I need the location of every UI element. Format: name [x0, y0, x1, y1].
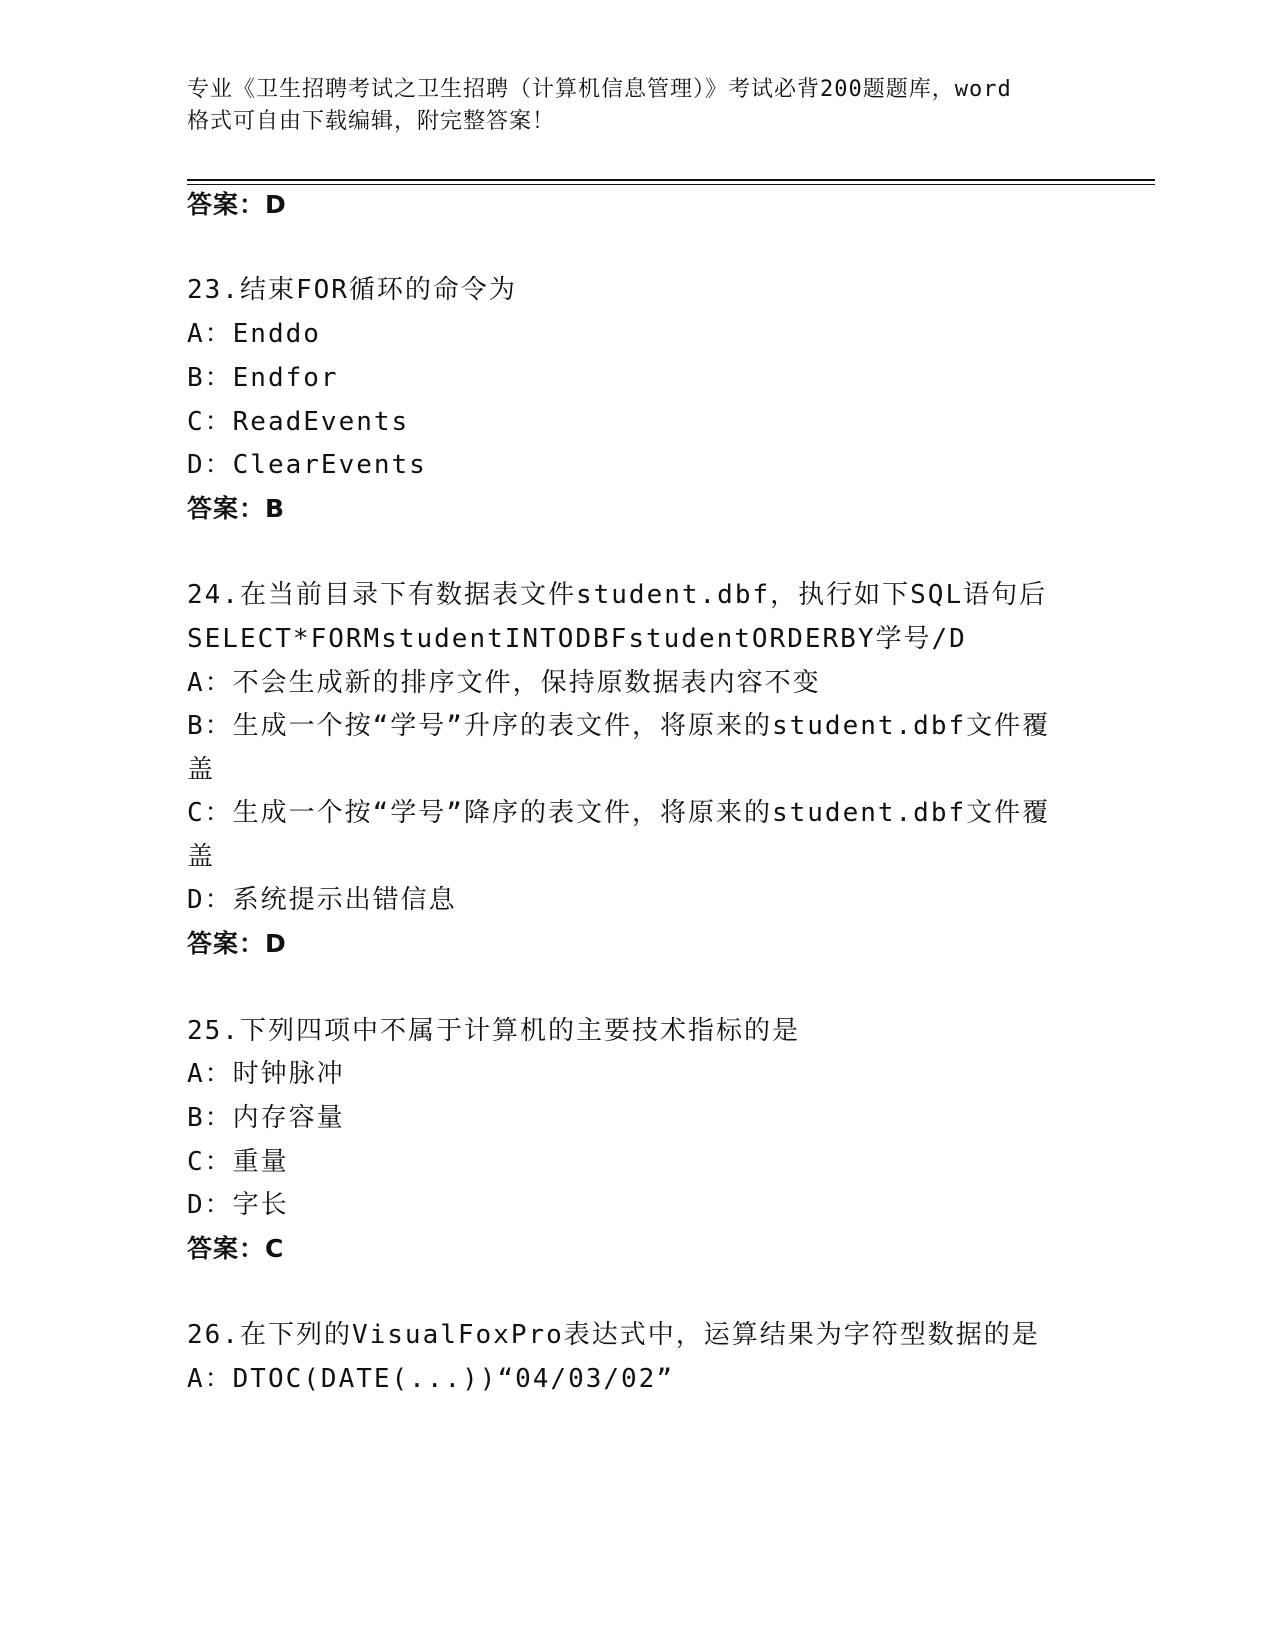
- header-line-2: 格式可自由下载编辑，附完整答案！: [187, 109, 556, 134]
- question-23-answer: 答案：B: [187, 494, 286, 523]
- question-24-stem: 24.在当前目录下有数据表文件student.dbf，执行如下SQL语句后: [187, 580, 1048, 610]
- question-25-option-c: C：重量: [187, 1147, 289, 1177]
- question-23-option-c: C：ReadEvents: [187, 407, 410, 437]
- question-25-option-a: A：时钟脉冲: [187, 1059, 345, 1089]
- previous-answer: 答案：D: [187, 190, 287, 219]
- question-23-option-b: B：Endfor: [187, 363, 339, 393]
- question-24-option-c: C：生成一个按“学号”降序的表文件，将原来的student.dbf文件覆: [187, 798, 1051, 828]
- question-26-stem: 26.在下列的VisualFoxPro表达式中，运算结果为字符型数据的是: [187, 1320, 1040, 1350]
- header-line-1: 专业《卫生招聘考试之卫生招聘（计算机信息管理）》考试必背200题题库，word: [187, 77, 1012, 102]
- question-24-option-b: B：生成一个按“学号”升序的表文件，将原来的student.dbf文件覆: [187, 711, 1051, 741]
- question-25-option-b: B：内存容量: [187, 1103, 345, 1133]
- question-26-option-a: A：DTOC(DATE(...))“04/03/02”: [187, 1364, 674, 1394]
- question-25-option-d: D：字长: [187, 1190, 289, 1220]
- question-24-option-c-cont: 盖: [187, 842, 216, 872]
- question-23-stem: 23.结束FOR循环的命令为: [187, 275, 517, 305]
- question-23-option-a: A：Enddo: [187, 319, 321, 349]
- question-25-answer: 答案：C: [187, 1234, 285, 1263]
- question-25-stem: 25.下列四项中不属于计算机的主要技术指标的是: [187, 1016, 800, 1046]
- header-rule-thin: [187, 184, 1155, 185]
- question-24-option-a: A：不会生成新的排序文件，保持原数据表内容不变: [187, 668, 821, 698]
- question-24-answer: 答案：D: [187, 929, 287, 958]
- document-header: [187, 74, 1087, 138]
- question-24-option-b-cont: 盖: [187, 755, 216, 785]
- question-24-option-d: D：系统提示出错信息: [187, 885, 457, 915]
- question-24-stem-code: SELECT*FORMstudentINTODBFstudentORDERBY学号/D: [187, 624, 967, 654]
- question-23-option-d: D：ClearEvents: [187, 450, 427, 480]
- header-rule-thick: [187, 179, 1155, 181]
